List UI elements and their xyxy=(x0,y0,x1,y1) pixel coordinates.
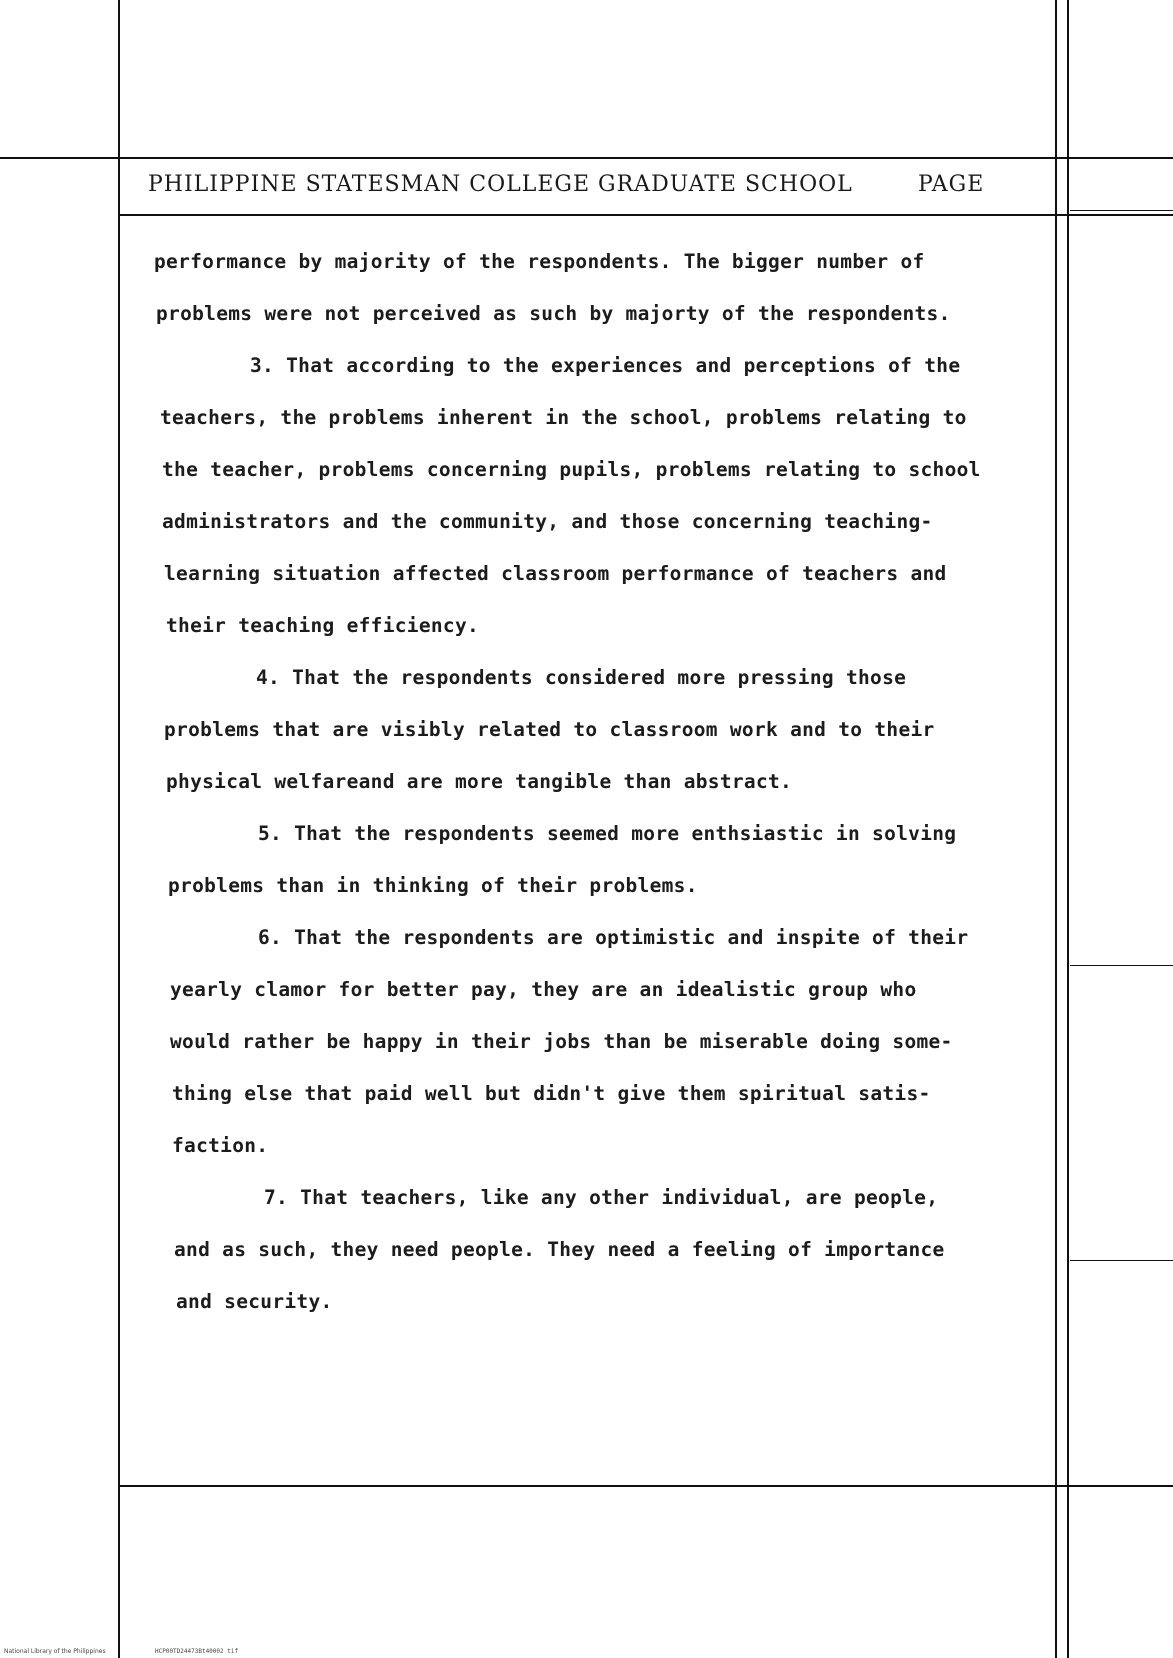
left-margin-rule xyxy=(118,0,120,1658)
text-line: faction. xyxy=(172,1134,269,1157)
right-tick-3 xyxy=(1070,1260,1173,1261)
right-margin-rule-inner xyxy=(1055,0,1057,1658)
text-line: administrators and the community, and those concerning teaching- xyxy=(162,510,933,533)
text-line: learning situation affected classroom performance of teachers and xyxy=(164,562,947,585)
right-tick-2 xyxy=(1070,965,1173,966)
archive-caption: National Library of the Philippines xyxy=(4,1648,106,1655)
text-line: would rather be happy in their jobs than be miserable doing some- xyxy=(170,1030,953,1053)
text-line: 3. That according to the experiences and perceptions of the xyxy=(250,354,961,377)
page-header-page-label: PAGE xyxy=(918,172,985,197)
right-margin-rule-outer xyxy=(1067,0,1069,1658)
text-line: 6. That the respondents are optimistic and inspite of their xyxy=(258,926,969,949)
text-line: physical welfareand are more tangible than abstract. xyxy=(166,770,793,793)
text-line: 4. That the respondents considered more pressing those xyxy=(256,666,907,689)
header-top-rule xyxy=(0,157,1173,159)
text-line: their teaching efficiency. xyxy=(166,614,480,637)
text-line: thing else that paid well but didn't give them spiritual satis- xyxy=(172,1082,931,1105)
text-line: problems were not perceived as such by majorty of the respondents. xyxy=(156,302,951,325)
text-line: 5. That the respondents seemed more enthsiastic in solving xyxy=(258,822,957,845)
archive-file-id: HCP00TD24473Bt40002 tif xyxy=(155,1648,239,1655)
text-line: teachers, the problems inherent in the school, problems relating to xyxy=(160,406,967,429)
text-line: and security. xyxy=(176,1290,333,1313)
text-line: yearly clamor for better pay, they are an idealistic group who xyxy=(170,978,917,1001)
text-line: and as such, they need people. They need a feeling of importance xyxy=(174,1238,945,1261)
text-line: 7. That teachers, like any other individual, are people, xyxy=(264,1186,939,1209)
right-tick-1 xyxy=(1070,210,1173,211)
footer-rule xyxy=(118,1485,1173,1487)
text-line: problems that are visibly related to classroom work and to their xyxy=(164,718,935,741)
text-line: the teacher, problems concerning pupils, problems relating to school xyxy=(162,458,981,481)
text-line: performance by majority of the respondents. The bigger number of xyxy=(154,250,925,273)
page-header-title: PHILIPPINE STATESMAN COLLEGE GRADUATE SCHOOL xyxy=(148,172,853,197)
text-line: problems than in thinking of their problems. xyxy=(168,874,698,897)
header-bottom-rule xyxy=(118,214,1173,216)
